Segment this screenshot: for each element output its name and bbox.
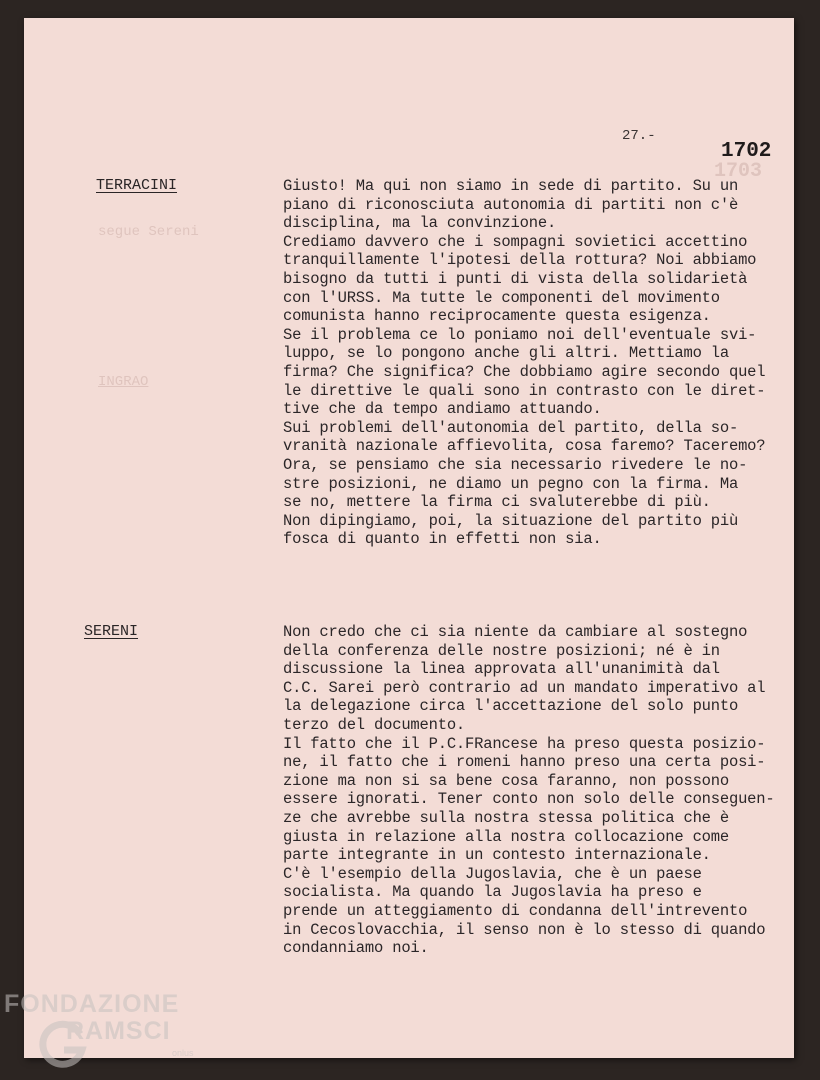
text-line: Il fatto che il P.C.FRancese ha preso questa posizio- xyxy=(283,734,766,753)
watermark-line: FONDAZIONE xyxy=(4,990,180,1018)
watermark-suffix: onlus xyxy=(172,1048,194,1058)
text-line: piano di riconosciuta autonomia di partiti non c'è xyxy=(283,195,739,214)
bleed-through-archive-number: 1703 xyxy=(714,160,763,183)
text-line: vranità nazionale affievolita, cosa faremo? Taceremo? xyxy=(283,437,766,456)
text-line: disciplina, ma la convinzione. xyxy=(283,214,557,233)
watermark-g-icon xyxy=(34,1016,90,1072)
page-number: 27.- xyxy=(622,128,656,144)
text-line: stre posizioni, ne diamo un pegno con la firma. Ma xyxy=(283,474,739,493)
text-line: luppo, se lo pongono anche gli altri. Mettiamo la xyxy=(283,344,729,363)
speaker-name: TERRACINI xyxy=(96,177,178,194)
bleed-through-speaker: segue Sereni xyxy=(98,224,199,240)
text-line: Sui problemi dell'autonomia del partito, della so- xyxy=(283,418,739,437)
text-line: tive che da tempo andiamo attuando. xyxy=(283,400,602,419)
text-line: della conferenza delle nostre posizioni; né è in xyxy=(283,641,720,660)
text-line: Ora, se pensiamo che sia necessario rivedere le no- xyxy=(283,455,748,474)
text-line: Non dipingiamo, poi, la situazione del partito più xyxy=(283,511,739,530)
archive-number: 1702 xyxy=(721,140,772,163)
watermark-line: RAMSCI xyxy=(66,1017,171,1045)
text-line: fosca di quanto in effetti non sia. xyxy=(283,530,602,549)
text-line: firma? Che significa? Che dobbiamo agire secondo quel xyxy=(283,362,766,381)
text-line: terzo del documento. xyxy=(283,715,466,734)
text-line: parte integrante in un contesto internazionale. xyxy=(283,846,711,865)
speech-text xyxy=(283,623,793,958)
text-line: discussione la linea approvata all'unanimità dal xyxy=(283,660,720,679)
text-line: C'è l'esempio della Jugoslavia, che è un paese xyxy=(283,864,702,883)
speaker-name: SERENI xyxy=(84,623,139,640)
text-line: giusta in relazione alla nostra collocazione come xyxy=(283,827,729,846)
text-line: se no, mettere la firma ci svaluterebbe di più. xyxy=(283,493,711,512)
text-line: in Cecoslovacchia, il senso non è lo stesso di quando xyxy=(283,920,766,939)
text-line: Non credo che ci sia niente da cambiare al sostegno xyxy=(283,623,748,641)
text-line: con l'URSS. Ma tutte le componenti del movimento xyxy=(283,288,720,307)
text-line: prende un atteggiamento di condanna dell'intrevento xyxy=(283,901,748,920)
text-line: socialista. Ma quando la Jugoslavia ha preso e xyxy=(283,883,702,902)
text-line: ze che avrebbe sulla nostra stessa politica che è xyxy=(283,808,729,827)
text-line: Se il problema ce lo poniamo noi dell'eventuale svi- xyxy=(283,325,757,344)
text-line: essere ignorati. Tener conto non solo delle conseguen- xyxy=(283,790,775,809)
text-line: tranquillamente l'ipotesi della rottura? Noi abbiamo xyxy=(283,251,757,270)
bleed-through-speaker: INGRAO xyxy=(98,374,149,390)
watermark-logo xyxy=(4,990,194,1058)
text-line: C.C. Sarei però contrario ad un mandato imperativo al xyxy=(283,678,766,697)
text-line: bisogno da tutti i punti di vista della solidarietà xyxy=(283,269,748,288)
text-line: comunista hanno reciprocamente questa esigenza. xyxy=(283,307,711,326)
text-line: Crediamo davvero che i sompagni sovietici accettino xyxy=(283,232,748,251)
text-line: la delegazione circa l'accettazione del solo punto xyxy=(283,697,739,716)
text-line: Giusto! Ma qui non siamo in sede di partito. Su un xyxy=(283,177,739,195)
text-line: le direttive le quali sono in contrasto con le diret- xyxy=(283,381,766,400)
text-line: zione ma non si sa bene cosa faranno, non possono xyxy=(283,771,729,790)
text-line: condanniamo noi. xyxy=(283,939,429,958)
speech-text xyxy=(283,177,793,549)
text-line: ne, il fatto che i romeni hanno preso una certa posi- xyxy=(283,753,766,772)
